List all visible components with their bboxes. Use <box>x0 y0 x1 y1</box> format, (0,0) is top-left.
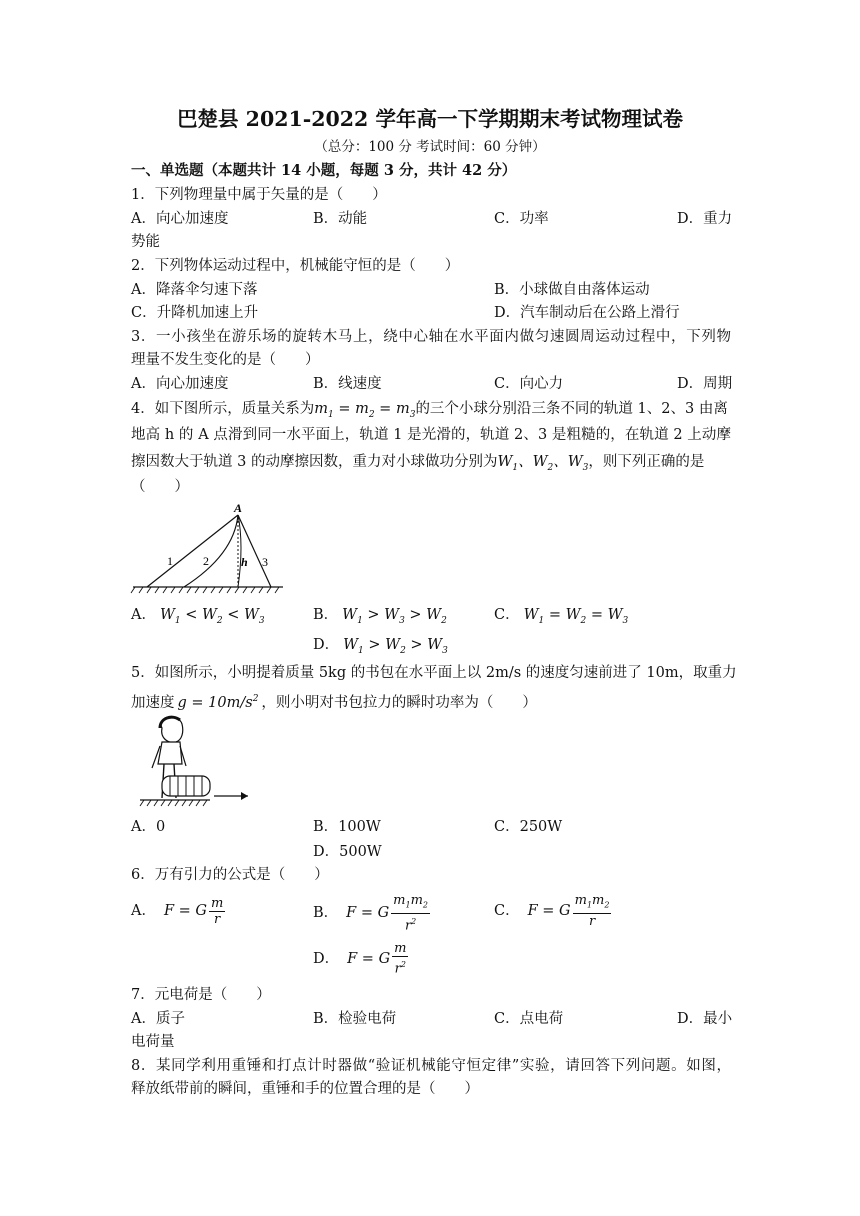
q6-option-a-formula: F = G $\frac{m}{r}$ <box>163 895 224 927</box>
q1-stem: 1．下列物理量中属于矢量的是（ ） <box>131 187 387 203</box>
q4-option-b <box>313 604 447 632</box>
section-heading: 一、单选题（本题共计 14 小题，每题 3 分，共计 42 分） <box>131 162 517 179</box>
q4-option-d-formula: $W_1 > W_2 > W_3$ <box>343 637 448 656</box>
q2-option-d: D．汽车制动后在公路上滑行 <box>494 305 680 321</box>
q5-person-figure <box>138 712 258 810</box>
q4-mass-relation: $m_1 = m_2 = m_3$ <box>314 401 416 420</box>
q7-stem: 7．元电荷是（ ） <box>131 987 271 1003</box>
q4-work-symbols: $W_1$、$W_2$、$W_3$ <box>497 454 589 473</box>
q6-option-b <box>313 893 430 933</box>
q7-option-b: B．检验电荷 <box>313 1011 397 1027</box>
fraction: $\frac{m_1m_2}{r^2}$ <box>393 893 429 933</box>
q2-option-c: C．升降机加速上升 <box>131 305 259 321</box>
q5-stem-line1: 5．如图所示，小明提着质量 5kg 的书包在水平面上以 2m/s 的速度匀速前进了 10m，取重力 <box>131 665 737 681</box>
q6-option-c <box>494 893 611 929</box>
q4-option-a-label: A． <box>131 607 156 623</box>
q6-option-b-formula: F = G $\frac{m_1m_2}{r^2}$ <box>346 893 429 933</box>
q6-option-a-label: A． <box>131 903 156 919</box>
q4-option-a <box>131 604 265 632</box>
q4-line3-text-2: ，则下列正确的是 <box>588 454 705 470</box>
q4-option-d-label: D． <box>313 637 340 653</box>
q3-option-b: B．线速度 <box>313 376 382 392</box>
q5-option-a: A．0 <box>131 819 166 835</box>
q4-option-b-label: B． <box>313 607 339 623</box>
q5-option-c: C．250W <box>494 819 563 835</box>
q3-option-a: A．向心加速度 <box>131 376 229 392</box>
q1-option-b: B．动能 <box>313 211 368 227</box>
q5-gravity-formula: $g = 10m/s^2$ <box>177 694 259 711</box>
exam-title: 巴楚县 2021-2022 学年高一下学期期末考试物理试卷 <box>177 107 683 131</box>
q8-stem-line1: 8．某同学利用重锤和打点计时器做“验证机械能守恒定律”实验，请回答下列问题。如图， <box>131 1058 731 1074</box>
q6-option-d-formula: F = G $\frac{m}{r^2}$ <box>347 941 407 977</box>
q8-stem-line2: 释放纸带前的瞬间，重锤和手的位置合理的是（ ） <box>131 1081 479 1097</box>
q4-option-d <box>313 634 448 662</box>
q7-option-a: A．质子 <box>131 1011 185 1027</box>
q6-option-a <box>131 893 225 929</box>
q3-stem-line1: 3．一小孩坐在游乐场的旋转木马上，绕中心轴在水平面内做匀速圆周运动过程中，下列物 <box>131 329 731 345</box>
fraction: $\frac{m_1m_2}{r}$ <box>574 893 610 929</box>
q4-line1-text: 4．如下图所示，质量关系为 <box>131 401 315 417</box>
label-track1: 1 <box>167 554 173 568</box>
q4-stem-line4: （ ） <box>131 479 189 495</box>
label-A: A <box>234 501 243 515</box>
q6-stem: 6．万有引力的公式是（ ） <box>131 867 329 883</box>
label-track3: 3 <box>262 555 268 569</box>
q7-option-d-cont: 电荷量 <box>131 1034 175 1050</box>
fraction: $\frac{m}{r}$ <box>211 895 224 927</box>
q2-option-b: B．小球做自由落体运动 <box>494 282 650 298</box>
q1-option-c: C．功率 <box>494 211 549 227</box>
q4-option-c <box>494 604 628 632</box>
q5-line2-text-2: ，则小明对书包拉力的瞬时功率为（ ） <box>261 694 537 711</box>
q7-option-d: D．最小 <box>677 1011 733 1027</box>
q1-option-d-cont: 势能 <box>131 234 160 250</box>
q6-option-c-formula: F = G $\frac{m_1m_2}{r}$ <box>527 893 610 929</box>
label-h: h <box>241 555 248 569</box>
q5-stem-line2 <box>131 688 537 714</box>
q3-option-d: D．周期 <box>677 376 733 392</box>
q4-line1-text-2: 的三个小球分别沿三条不同的轨道 1、2、3 由离 <box>415 401 728 417</box>
q1-option-d: D．重力 <box>677 211 733 227</box>
q4-option-a-formula: $W_1 < W_2 < W_3$ <box>159 607 265 626</box>
q6-option-c-label: C． <box>494 903 520 919</box>
q4-option-b-formula: $W_1 > W_3 > W_2$ <box>342 607 447 626</box>
q5-option-b: B．100W <box>313 819 381 835</box>
q4-option-c-formula: $W_1 = W_2 = W_3$ <box>523 607 629 626</box>
q6-option-d-label: D． <box>313 951 340 967</box>
q4-line3-text: 擦因数大于轨道 3 的动摩擦因数，重力对小球做功分别为 <box>131 454 498 470</box>
q6-option-d <box>313 941 408 977</box>
q2-option-a: A．降落伞匀速下落 <box>131 282 258 298</box>
q7-option-c: C．点电荷 <box>494 1011 564 1027</box>
q4-stem-line3 <box>131 451 704 479</box>
q6-option-b-label: B． <box>313 904 339 921</box>
label-track2: 2 <box>203 554 209 568</box>
q5-line2-text: 加速度 <box>131 694 175 711</box>
q2-stem: 2．下列物体运动过程中，机械能守恒的是（ ） <box>131 258 460 274</box>
q4-option-c-label: C． <box>494 607 520 623</box>
exam-subtitle: （总分：100 分 考试时间：60 分钟） <box>314 139 546 155</box>
q3-stem-line2: 理量不发生变化的是（ ） <box>131 352 320 368</box>
q3-option-c: C．向心力 <box>494 376 564 392</box>
q5-option-d: D．500W <box>313 844 382 860</box>
q1-option-a: A．向心加速度 <box>131 211 229 227</box>
track-3 <box>238 515 271 587</box>
q4-stem-line1 <box>131 398 728 426</box>
q4-track-diagram <box>131 500 291 595</box>
fraction: $\frac{m}{r^2}$ <box>394 941 407 977</box>
q4-stem-line2: 地高 h 的 A 点滑到同一水平面上，轨道 1 是光滑的，轨道 2、3 是粗糙的，在轨道 2 上动摩 <box>131 427 731 443</box>
